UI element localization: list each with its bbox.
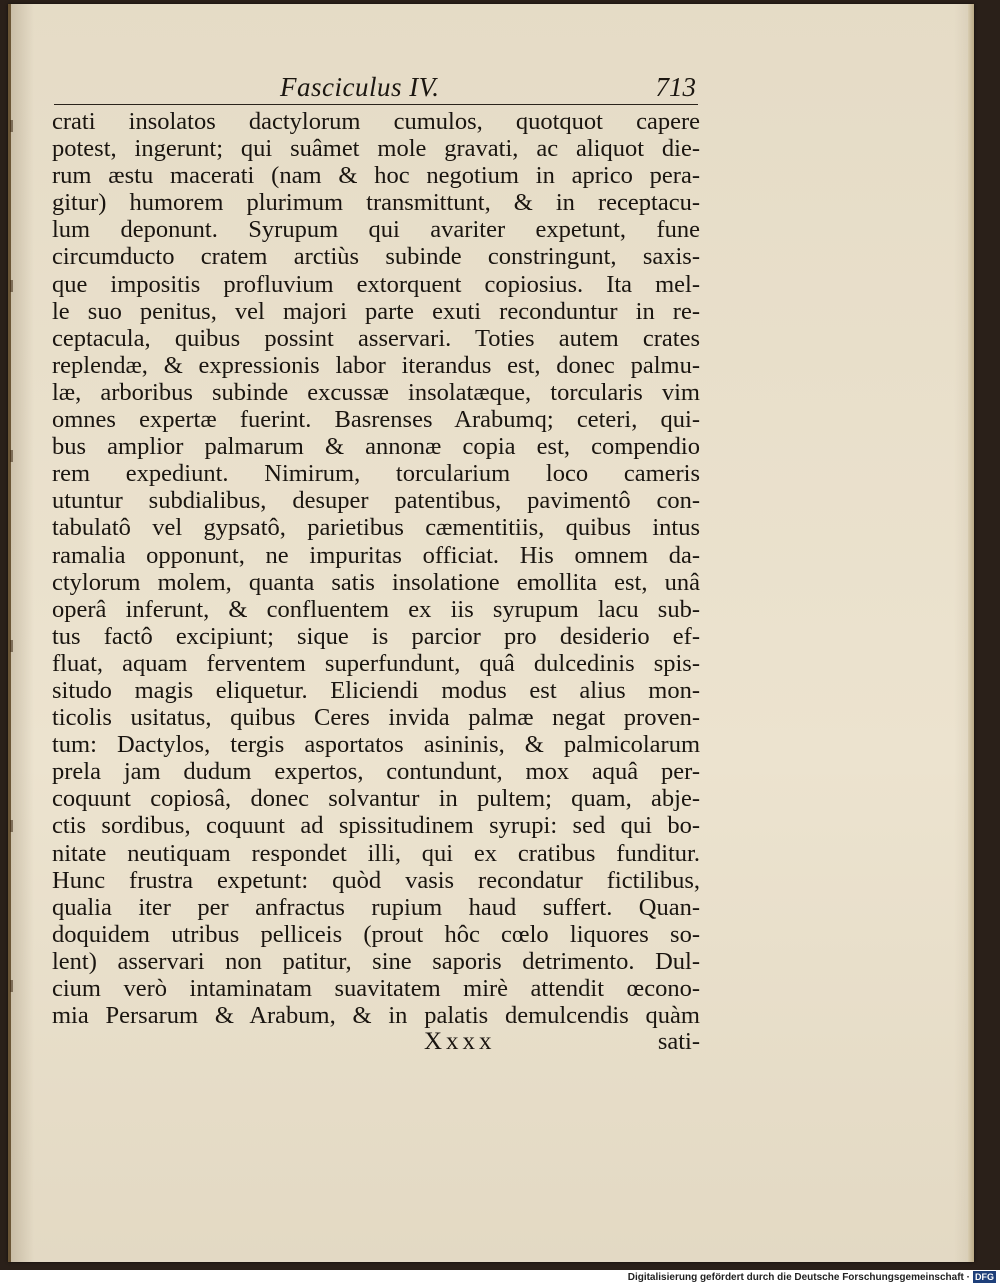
text-line: nitate neutiquam respondet illi, qui ex cratibus funditur.: [52, 839, 700, 867]
text-line: cium verò intaminatam suavitatem mirè attendit œcono-: [52, 975, 700, 1002]
text-line: le suo penitus, vel majori parte exuti reconduntur in re-: [52, 297, 700, 325]
text-line: mia Persarum & Arabum, & in palatis demulcendis quàm: [52, 1002, 700, 1030]
text-line: qualia iter per anfractus rupium haud suffert. Quan-: [52, 893, 700, 921]
page-number: 713: [655, 72, 696, 102]
text-line: tabulatô vel gypsatô, parietibus cæmentitiis, quibus intus: [52, 514, 700, 542]
text-line: omnes expertæ fuerint. Basrenses Arabumq; ceteri, qui-: [52, 406, 700, 434]
credit-text: Digitalisierung gefördert durch die Deutsche Forschungsgemeinschaft ·: [627, 1272, 970, 1283]
body-text: [52, 108, 700, 1029]
text-line: replendæ, & expressionis labor iterandus est, donec palmu-: [52, 351, 700, 379]
running-title: Fasciculus IV.: [280, 72, 440, 102]
text-line: ticolis usitatus, quibus Ceres invida palmæ negat proven-: [52, 704, 700, 732]
text-line: utuntur subdialibus, desuper patentibus, pavimentô con-: [52, 487, 700, 515]
text-line: situdo magis eliquetur. Eliciendi modus est alius mon-: [52, 676, 700, 704]
text-line: tum: Dactylos, tergis asportatos asininis, & palmicolarum: [52, 731, 700, 759]
text-line: prela jam dudum expertos, contundunt, mox aquâ per-: [52, 758, 700, 786]
text-line: operâ inferunt, & confluentem ex iis syrupum lacu sub-: [52, 595, 700, 623]
page-footer: [52, 1028, 700, 1058]
dfg-logo: DFG: [975, 1272, 994, 1283]
text-line: ctylorum molem, quanta satis insolatione emollita est, unâ: [52, 568, 700, 596]
running-header: [52, 70, 702, 104]
text-line: ceptacula, quibus possint asservari. Toties autem crates: [52, 324, 700, 352]
catchword: sati-: [657, 1028, 700, 1055]
text-line: fluat, aquam ferventem superfundunt, quâ dulcedinis spis-: [52, 649, 700, 677]
header-rule: [54, 104, 698, 105]
text-line: lum deponunt. Syrupum qui avariter expetunt, fune: [52, 216, 700, 244]
page-fore-edge: [968, 4, 974, 1262]
margin-ink-marks: [10, 120, 16, 1000]
signature-mark: Xxxx: [424, 1028, 496, 1055]
text-line: circumducto cratem arctiùs subinde constringunt, saxis-: [52, 243, 700, 271]
text-line: bus amplior palmarum & annonæ copia est, compendio: [52, 433, 700, 461]
text-line: doquidem utribus pelliceis (prout hôc cœlo liquores so-: [52, 920, 700, 948]
text-line: coquunt copiosâ, donec solvantur in pultem; quam, abje-: [52, 785, 700, 813]
text-line: læ, arboribus subinde excussæ insolatæque, torcularis vim: [52, 378, 700, 406]
text-line: que impositis profluvium extorquent copiosius. Ita mel-: [52, 270, 700, 298]
text-line: ramalia opponunt, ne impuritas officiat. His omnem da-: [52, 541, 700, 569]
text-line: ctis sordibus, coquunt ad spissitudinem syrupi: sed qui bo-: [52, 812, 700, 840]
text-line: tus factô excipiunt; sique is parcior pro desiderio ef-: [52, 622, 700, 650]
text-line: Hunc frustra expetunt: quòd vasis recondatur fictilibus,: [52, 866, 700, 894]
text-line: crati insolatos dactylorum cumulos, quotquot capere: [52, 108, 700, 135]
text-line: potest, ingerunt; qui suâmet mole gravati, ac aliquot die-: [52, 135, 700, 163]
digitization-credit: [628, 1270, 996, 1285]
text-line: gitur) humorem plurimum transmittunt, & in receptacu-: [52, 189, 700, 217]
text-line: lent) asservari non patitur, sine saporis detrimento. Dul-: [52, 947, 700, 975]
text-line: rum æstu macerati (nam & hoc negotium in aprico pera-: [52, 162, 700, 190]
text-line: rem expediunt. Nimirum, torcularium loco cameris: [52, 460, 700, 488]
